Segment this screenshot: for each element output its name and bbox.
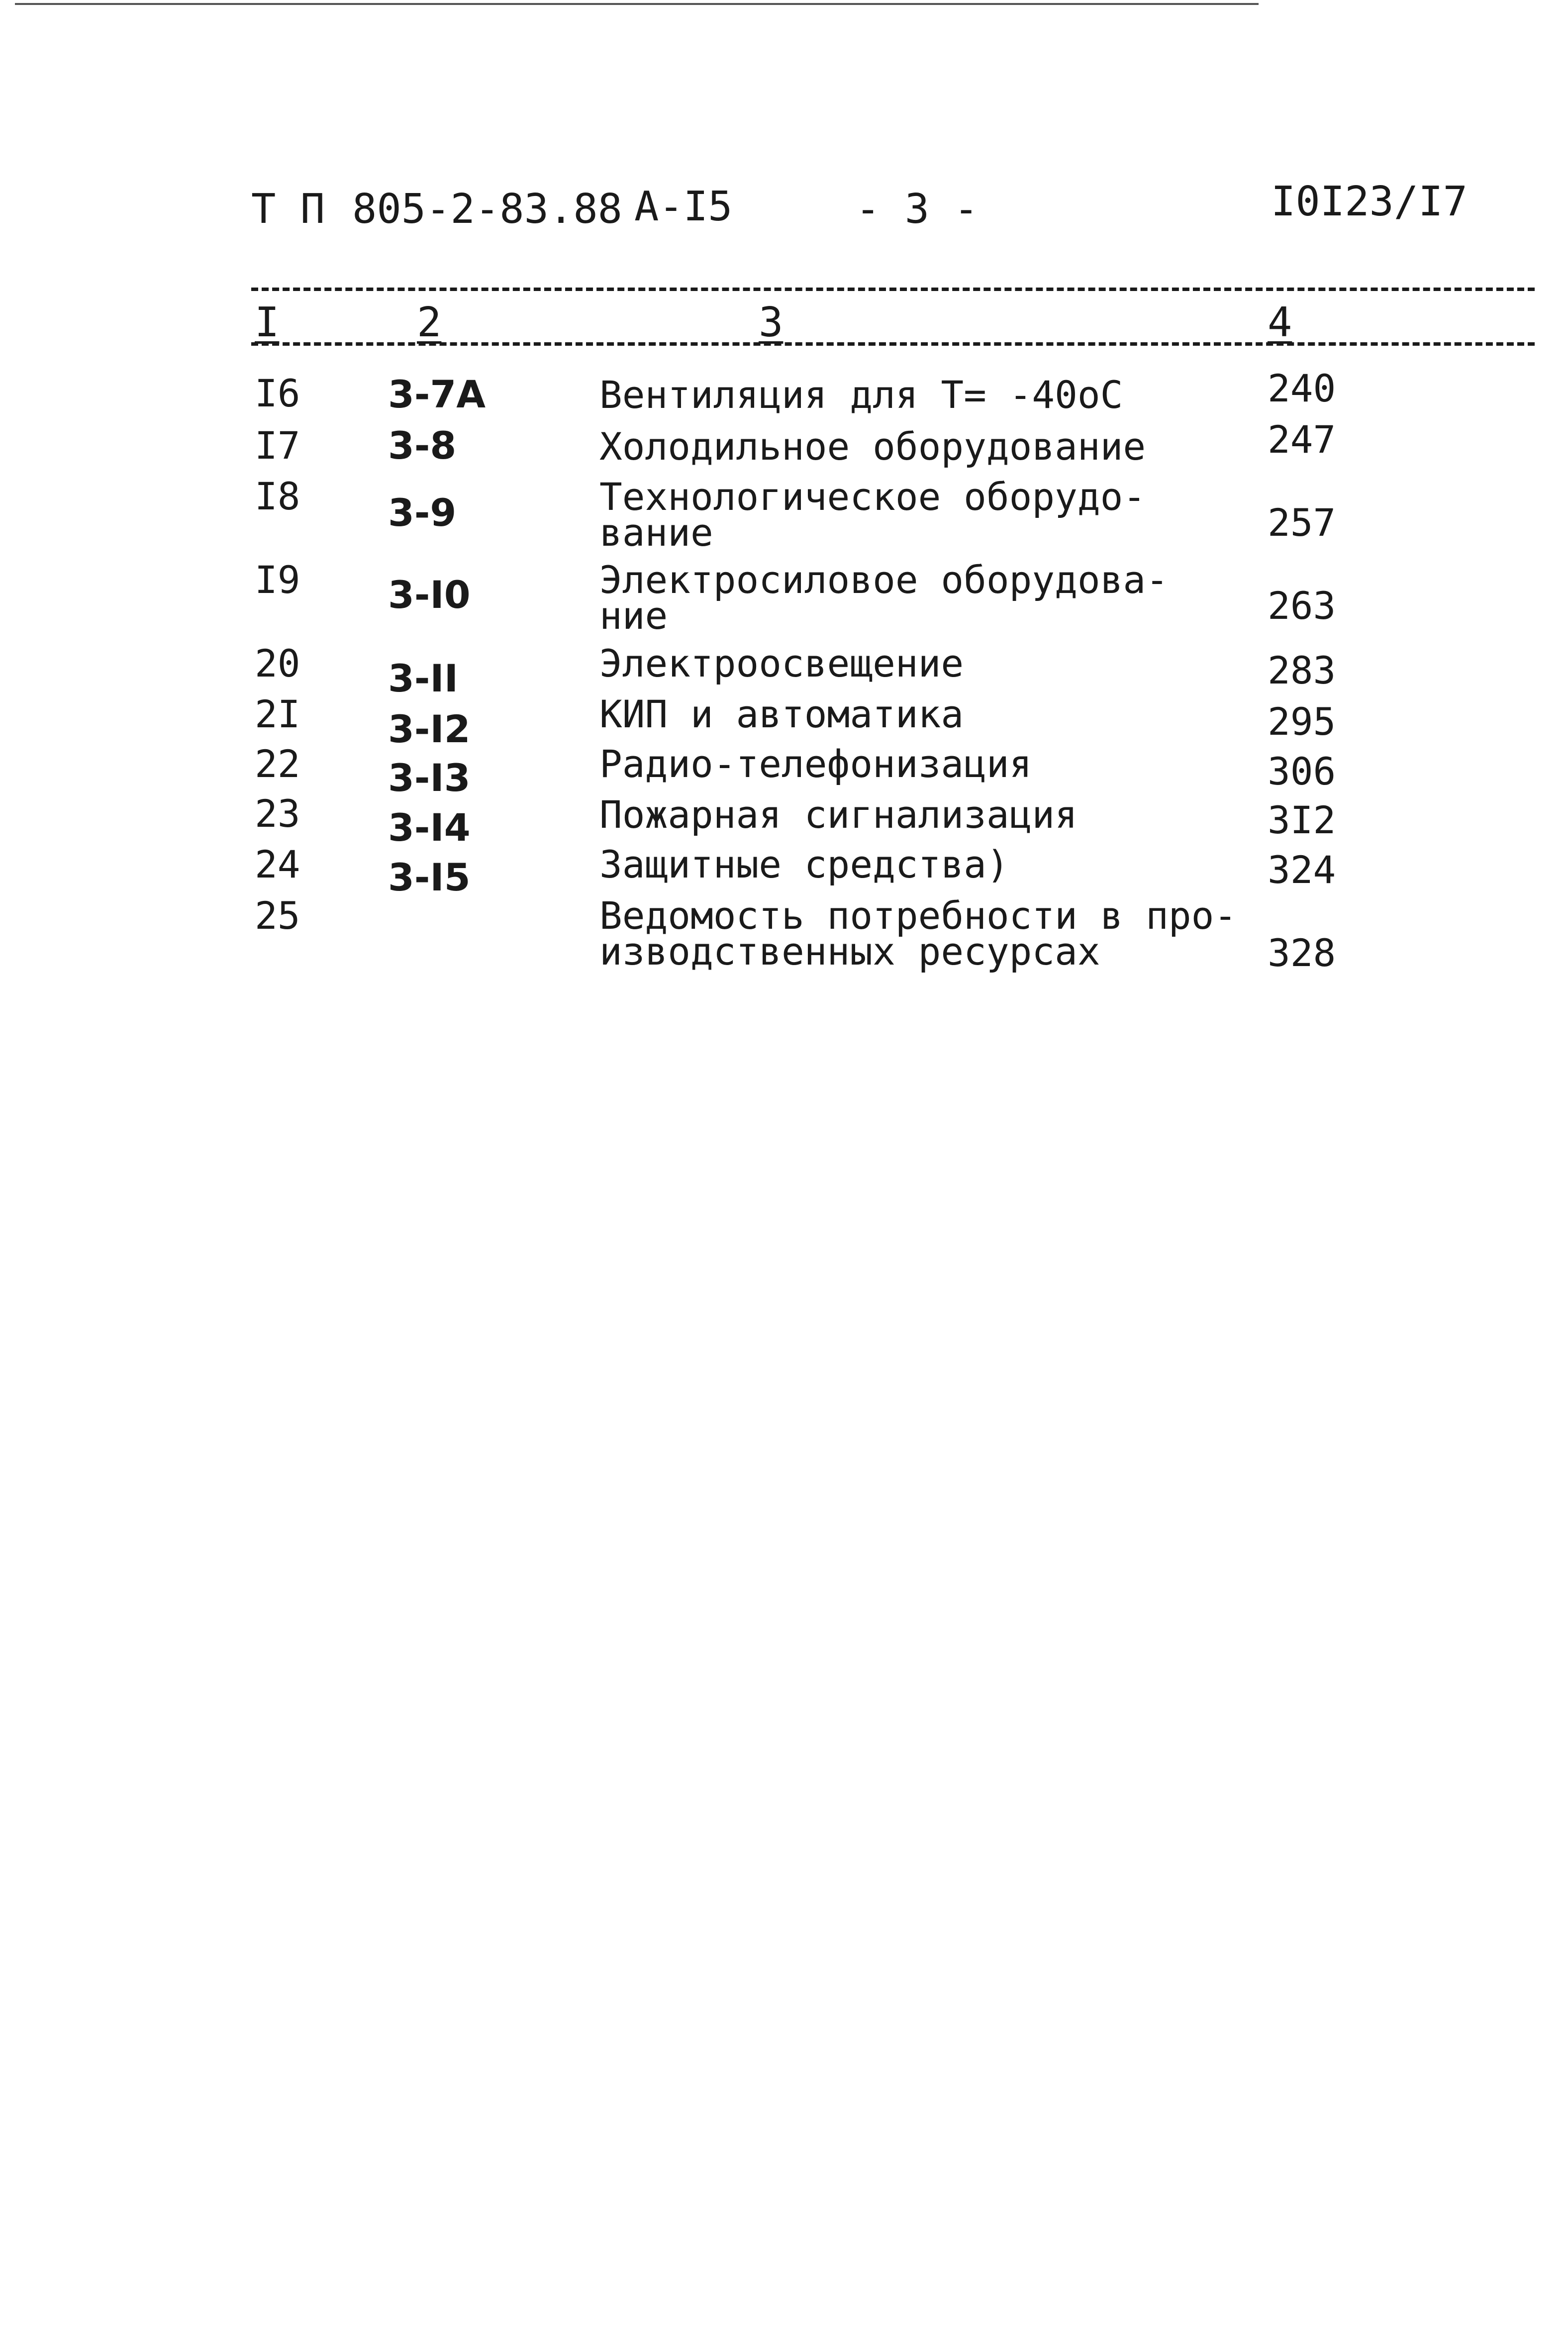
row-page: 240 xyxy=(1268,366,1336,410)
row-page: 247 xyxy=(1268,417,1336,462)
row-code: 3-I4 xyxy=(388,805,471,850)
row-page: 324 xyxy=(1268,848,1336,892)
row-page: 328 xyxy=(1268,931,1336,975)
row-code: 3-I2 xyxy=(388,707,471,751)
column-number-2: 2 xyxy=(417,299,442,346)
scan-top-border xyxy=(15,3,1259,5)
row-title: Холодильное оборудование xyxy=(599,424,1146,469)
row-page: 295 xyxy=(1268,699,1336,744)
row-code: 3-I0 xyxy=(388,573,471,617)
row-number: I8 xyxy=(255,474,300,518)
row-number: 25 xyxy=(255,893,300,938)
row-number: I6 xyxy=(255,371,300,415)
row-page: 3I2 xyxy=(1268,798,1336,842)
doc-number: 805-2-83.88 xyxy=(352,186,623,233)
row-number: I7 xyxy=(255,423,300,468)
table-header-rule xyxy=(251,342,1535,346)
row-number: 20 xyxy=(255,641,300,685)
row-number: 2I xyxy=(255,692,300,736)
row-title: Электросиловое оборудова- ние xyxy=(599,558,1169,638)
row-page: 257 xyxy=(1268,500,1336,545)
row-title: Технологическое оборудо- вание xyxy=(599,475,1146,555)
row-number: 22 xyxy=(255,742,300,786)
doc-series: Т П xyxy=(251,186,325,233)
row-code: 3-I5 xyxy=(388,855,471,899)
row-title: Ведомость потребности в про- изводственных ресурсах xyxy=(599,893,1237,974)
album-number: А-I5 xyxy=(634,183,733,230)
column-number-1: I xyxy=(255,299,280,346)
document-code: I0I23/I7 xyxy=(1271,178,1468,225)
column-number-3: 3 xyxy=(759,299,784,346)
row-code: 3-I3 xyxy=(388,756,471,800)
row-title: Радио-телефонизация xyxy=(599,742,1032,786)
table-top-rule xyxy=(251,288,1535,291)
row-title: Вентиляция для Т= -40оС xyxy=(599,373,1123,417)
row-page: 263 xyxy=(1268,584,1336,628)
row-title: Защитные средства) xyxy=(599,842,1009,886)
row-page: 283 xyxy=(1268,648,1336,692)
row-code: 3-7А xyxy=(388,372,486,416)
page-number: - 3 - xyxy=(856,186,979,233)
column-number-4: 4 xyxy=(1268,299,1292,346)
row-code: 3-8 xyxy=(388,423,457,468)
row-number: 23 xyxy=(255,791,300,836)
row-title: КИП и автоматика xyxy=(599,692,964,736)
row-code: 3-II xyxy=(388,656,458,700)
row-title: Пожарная сигнализация xyxy=(599,792,1078,837)
row-number: 24 xyxy=(255,842,300,886)
row-title: Электроосвещение xyxy=(599,641,964,685)
row-page: 306 xyxy=(1268,749,1336,793)
row-code: 3-9 xyxy=(388,490,457,535)
row-number: I9 xyxy=(255,558,300,602)
